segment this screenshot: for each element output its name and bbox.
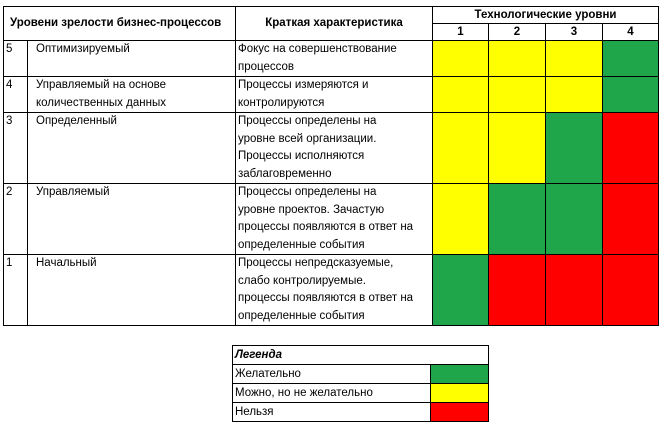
description-line: Процессы исполняются — [238, 150, 365, 162]
description-line: слабо контролируемые. — [238, 274, 366, 287]
description-line: заблаговременно — [238, 167, 332, 180]
maturity-level-description — [236, 255, 433, 326]
description-line: уровне всей организации. — [238, 132, 377, 145]
maturity-level-name: Определенный — [28, 113, 236, 184]
description-line: процессов — [238, 60, 295, 73]
maturity-level-number: 2 — [4, 184, 28, 255]
maturity-level-description — [236, 184, 433, 255]
maturity-level-number: 4 — [4, 77, 28, 113]
description-line: Процессы непредсказуемые, — [238, 257, 394, 269]
maturity-level-description — [236, 77, 433, 113]
legend-item-label: Нельзя — [233, 403, 431, 422]
description-line: определенные события — [238, 309, 365, 322]
tech-level-1-header: 1 — [433, 24, 489, 41]
tech-level-4-header: 4 — [603, 24, 659, 41]
matrix-body — [4, 41, 659, 326]
description-line: Фокус на совершенствование — [238, 43, 397, 55]
tech-level-2-cell — [489, 77, 546, 113]
legend-item-label: Можно, но не желательно — [233, 384, 431, 403]
description-line: уровне проектов. Зачастую — [238, 203, 385, 216]
legend-title-row — [233, 346, 489, 365]
maturity-level-number: 1 — [4, 255, 28, 326]
maturity-row — [4, 77, 659, 113]
legend-item — [233, 403, 489, 422]
maturity-row — [4, 113, 659, 184]
header-row — [4, 7, 659, 24]
tech-level-4-cell — [603, 41, 659, 77]
legend-color-swatch — [431, 365, 489, 384]
legend-table — [232, 345, 489, 422]
tech-level-3-cell — [546, 255, 603, 326]
legend-item — [233, 384, 489, 403]
tech-level-4-cell — [603, 77, 659, 113]
tech-level-2-cell — [489, 41, 546, 77]
legend-color-swatch — [431, 403, 489, 422]
maturity-level-name: Управляемый — [28, 184, 236, 255]
tech-level-3-header: 3 — [546, 24, 603, 41]
tech-level-1-cell — [433, 77, 489, 113]
tech-level-3-cell — [546, 113, 603, 184]
maturity-level-description — [236, 41, 433, 77]
maturity-level-name: Начальный — [28, 255, 236, 326]
maturity-row — [4, 255, 659, 326]
legend-item-label: Желательно — [233, 365, 431, 384]
description-line: Процессы определены на — [238, 186, 377, 198]
tech-level-1-cell — [433, 113, 489, 184]
maturity-row — [4, 41, 659, 77]
tech-level-3-cell — [546, 41, 603, 77]
description-line: процессы появляются в ответ на — [238, 292, 414, 304]
tech-level-3-cell — [546, 77, 603, 113]
tech-level-3-cell — [546, 184, 603, 255]
legend-item — [233, 365, 489, 384]
description-line: определенные события — [238, 238, 365, 251]
tech-level-1-cell — [433, 184, 489, 255]
legend-title: Легенда — [233, 346, 489, 365]
maturity-column-header: Уровени зрелости бизнес-процессов — [4, 7, 236, 41]
tech-levels-header: Технологические уровни — [433, 7, 659, 24]
maturity-matrix-table — [3, 6, 659, 326]
maturity-level-name: Управляемый на основе количественных данных — [28, 77, 236, 113]
tech-level-1-cell — [433, 41, 489, 77]
description-column-header: Краткая характеристика — [236, 7, 433, 41]
maturity-level-description — [236, 113, 433, 184]
tech-level-4-cell — [603, 113, 659, 184]
maturity-row — [4, 184, 659, 255]
maturity-level-name: Оптимизируемый — [28, 41, 236, 77]
tech-level-2-cell — [489, 255, 546, 326]
tech-level-2-cell — [489, 184, 546, 255]
description-line: контролируются — [238, 96, 325, 109]
tech-level-4-cell — [603, 255, 659, 326]
tech-level-2-cell — [489, 113, 546, 184]
description-line: процессы появляются в ответ на — [238, 221, 414, 233]
maturity-level-number: 5 — [4, 41, 28, 77]
legend-color-swatch — [431, 384, 489, 403]
tech-level-4-cell — [603, 184, 659, 255]
tech-level-1-cell — [433, 255, 489, 326]
maturity-level-number: 3 — [4, 113, 28, 184]
description-line: Процессы определены на — [238, 115, 377, 127]
tech-level-2-header: 2 — [489, 24, 546, 41]
description-line: Процессы измеряются и — [238, 79, 369, 91]
